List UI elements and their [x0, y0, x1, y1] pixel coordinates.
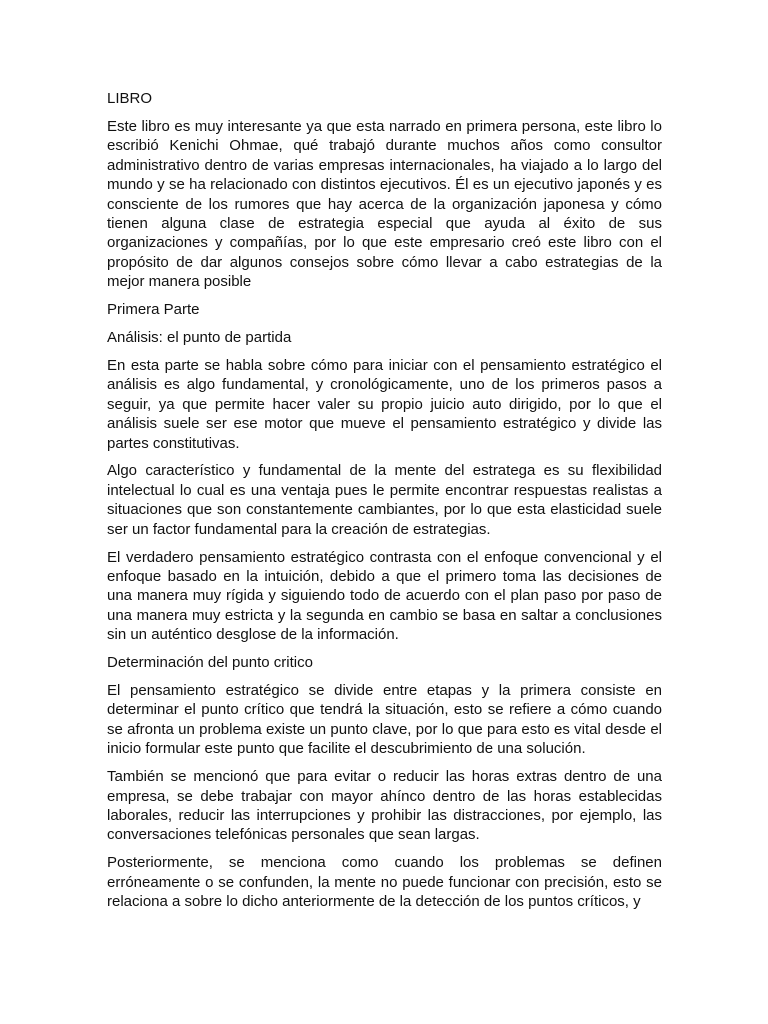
body-paragraph: El pensamiento estratégico se divide entre etapas y la primera consiste en determinar el punto crítico que tendrá la situación, esto se refiere a cómo cuando se afronta un problema existe un punto clave, por lo que para esto es vital desde el inicio formular este punto que facilite el descubrimiento de una solución.	[107, 681, 662, 758]
part-heading: Primera Parte	[107, 301, 200, 319]
body-paragraph: También se mencionó que para evitar o reducir las horas extras dentro de una empresa, se debe trabajar con mayor ahínco dentro de las horas establecidas laborales, reducir las interrupciones y prohibir las distracciones, por ejemplo, las conversaciones telefónicas personales que sean largas.	[107, 768, 662, 844]
body-paragraph: Posteriormente, se menciona como cuando los problemas se definen erróneamente o se confunden, la mente no puede funcionar con precisión, esto se relaciona a sobre lo dicho anteriormente de la detección de los puntos críticos, y	[107, 854, 662, 911]
section-heading-critical-point: Determinación del punto critico	[107, 654, 313, 672]
intro-paragraph: Este libro es muy interesante ya que esta narrado en primera persona, este libro lo escribió Kenichi Ohmae, qué trabajó durante muchos años como consultor administrativo dentro de varias empresas internacionales, ha viajado a lo largo del mundo y se ha relacionado con distintos ejecutivos. Él es un ejecutivo japonés y es consciente de los rumores que hay acerca de la organización japonesa y cómo tienen alguna clase de estrategia especial que ayuda al éxito de sus organizaciones y compañías, por lo que este empresario creó este libro con el propósito de dar algunos consejos sobre cómo llevar a cabo estrategias de la mejor manera posible	[107, 117, 662, 291]
body-paragraph: Algo característico y fundamental de la mente del estratega es su flexibilidad intelectual lo cual es una ventaja pues le permite encontrar respuestas realistas a situaciones que son constantemente cambiantes, por lo que esta elasticidad suele ser un factor fundamental para la creación de estrategias.	[107, 462, 662, 538]
document-title: LIBRO	[107, 90, 153, 107]
body-paragraph: En esta parte se habla sobre cómo para iniciar con el pensamiento estratégico el análisis es algo fundamental, y cronológicamente, uno de los primeros pasos a seguir, ya que permite hacer valer su propio juicio auto dirigido, por lo que el análisis suele ser ese motor que mueve el pensamiento estratégico y divide las partes constitutivas.	[107, 356, 662, 452]
section-heading-analysis: Análisis: el punto de partida	[107, 328, 292, 346]
body-paragraph: El verdadero pensamiento estratégico contrasta con el enfoque convencional y el enfoque basado en la intuición, debido a que el primero toma las decisiones de una manera muy rígida y siguiendo todo de acuerdo con el plan paso por paso de una manera muy estricta y la segunda en cambio se basa en saltar a conclusiones sin un auténtico desglose de la información.	[107, 548, 662, 644]
document-page	[107, 89, 662, 920]
